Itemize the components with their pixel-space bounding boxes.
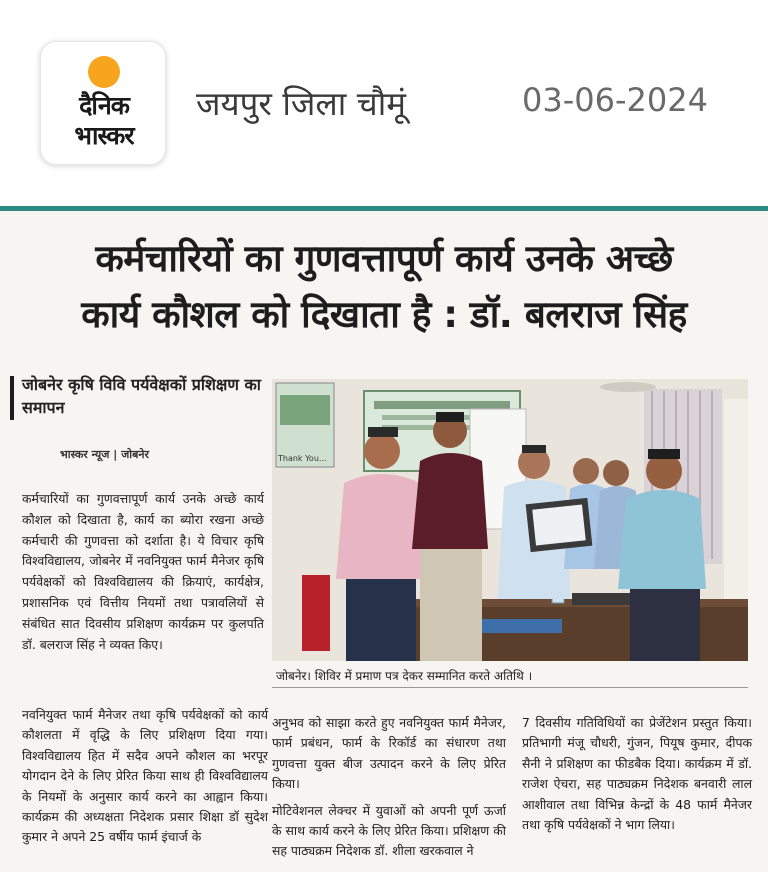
- logo-sun-icon: [88, 56, 120, 88]
- body-column-3: 7 दिवसीय गतिविधियों का प्रेजेंटेशन प्रस्तुत किया। प्रतिभागी मंजू चौधरी, गुंजन, पियूष कुमार, दीपक सैनी ने प्रशिक्षण का फीडबैक दिया। कार्यक्रम में डॉ. राजेश ऐचरा, सह पाठ्यक्रम निदेशक बनवारी लाल आशीवाल तथा विभिन्न केन्द्रों के 48 फार्म मैनेजर तथा कृषि पर्यवेक्षकों ने भाग लिया।: [522, 715, 752, 833]
- subhead-bar: [10, 376, 14, 420]
- page-header: [0, 0, 768, 206]
- edition-place: जयपुर जिला चौमूं: [196, 84, 407, 123]
- body-column-2-para-1: अनुभव को साझा करते हुए नवनियुक्त फार्म मैनेजर, फार्म प्रबंधन, फार्म के रिकॉर्ड का संधारण तथा गुणवत्ता युक्त बीज उत्पादन करने के लिए प्रेरित किया।: [272, 715, 506, 792]
- photo-scene: [272, 379, 748, 661]
- subheadline: जोबनेर कृषि विवि पर्यवेक्षकों प्रशिक्षण का समापन: [22, 375, 261, 417]
- logo-text-line1: दैनिक: [79, 91, 129, 120]
- body-column-1: नवनियुक्त फार्म मैनेजर तथा कृषि पर्यवेक्षकों को कार्य कौशलता में वृद्धि के लिए प्रशिक्षण दिया गया। विश्वविद्यालय हित में सदैव अपने कौशल का भरपूर योगदान देने के लिए प्रेरित किया साथ ही विश्वविद्यालय के नियमों के अनुसार कार्य करने का आह्वान किया।कार्यक्रम की अध्यक्षता निदेशक प्रसार शिक्षा डॉ सुदेश कुमार ने अपने 25 वर्षीय फार्म इंचार्ज के: [22, 707, 268, 845]
- edition-date: 03-06-2024: [522, 81, 708, 119]
- headline-line1: कर्मचारियों का गुणवत्तापूर्ण कार्य उनके अच्छे: [95, 237, 673, 280]
- event-photo: [272, 379, 748, 661]
- body-column-2: [272, 713, 506, 862]
- caption-divider: [272, 687, 748, 688]
- newspaper-logo: [40, 41, 166, 165]
- logo-text-line2: भास्कर: [74, 121, 134, 150]
- photo-screen-text: Thank You...: [278, 454, 327, 463]
- byline: भास्कर न्यूज | जोबनेर: [60, 448, 149, 461]
- lead-paragraph: कर्मचारियों का गुणवत्तापूर्ण कार्य उनके अच्छे कार्य कौशल को दिखाता है, कार्य का ब्योरा रखना अच्छे कर्मचारी की गुणवत्ता को दर्शाता है। ये विचार कृषि विश्वविद्यालय, जोबनेर में नवनियुक्त फार्म मैनेजर कृषि पर्यवेक्षकों को विश्वविद्यालय की क्रियाएं, कार्यक्षेत्र, प्रशासनिक एवं वित्तीय नियमों तथा पत्रावलियों से संबंधित सात दिवसीय प्रशिक्षण कार्यक्रम पर कुलपति डॉ. बलराज सिंह ने व्यक्त किए।: [22, 491, 264, 652]
- body-column-2-para-2: मोटिवेशनल लेक्चर में युवाओं को अपनी पूर्ण ऊर्जा के साथ कार्य करने के लिए प्रेरित किया। प्रशिक्षण की सह पाठ्यक्रम निदेशक डॉ. शीला खरकवाल ने: [272, 802, 506, 859]
- news-clipping: [0, 211, 768, 872]
- photo-caption: जोबनेर। शिविर में प्रमाण पत्र देकर सम्मानित करते अतिथि ।: [276, 669, 533, 683]
- headline: [18, 231, 750, 343]
- headline-line2: कार्य कौशल को दिखाता है : डॉ. बलराज सिंह: [81, 293, 687, 336]
